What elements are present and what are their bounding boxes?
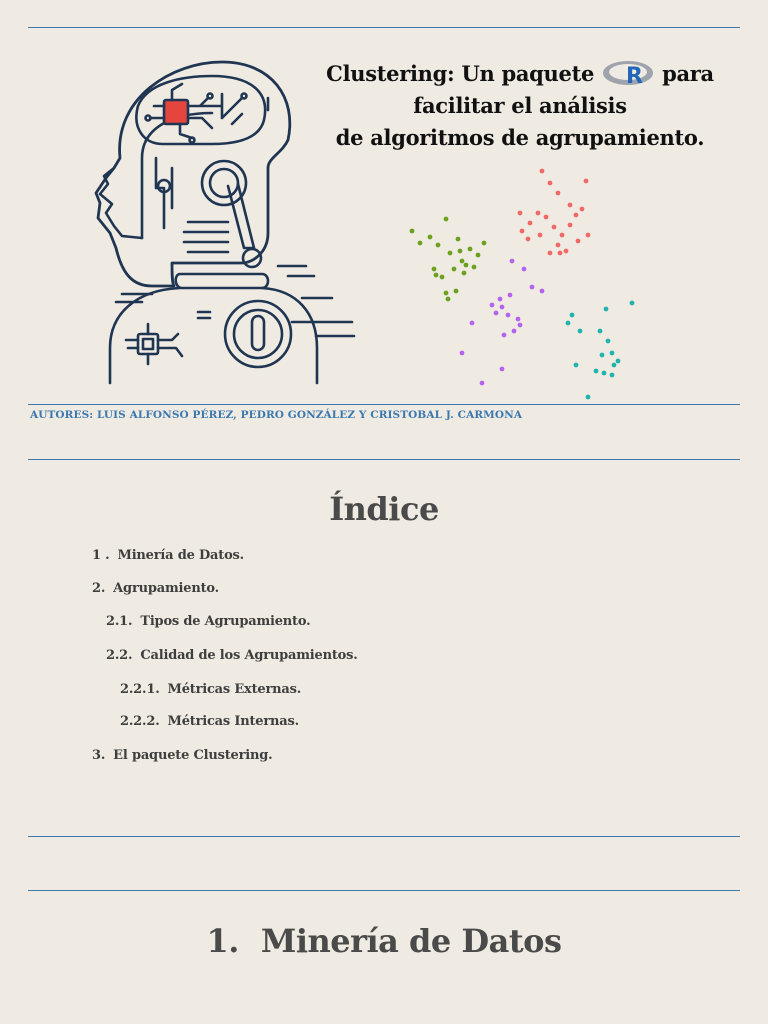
scatter-point (460, 351, 465, 356)
scatter-point (498, 297, 503, 302)
scatter-point (462, 271, 467, 276)
scatter-point (436, 243, 441, 248)
scatter-point (500, 305, 505, 310)
scatter-point (410, 229, 415, 234)
scatter-point (544, 215, 549, 220)
scatter-point (540, 289, 545, 294)
toc-item-label: Agrupamiento. (113, 581, 219, 596)
toc-item-number: 3. (92, 748, 106, 763)
scatter-point (512, 329, 517, 334)
scatter-point (520, 229, 525, 234)
scatter-point (574, 213, 579, 218)
scatter-point (552, 225, 557, 230)
index-bottom-divider (28, 836, 740, 837)
cluster-scatter-icon (400, 165, 640, 405)
scatter-point (500, 367, 505, 372)
scatter-point (456, 237, 461, 242)
scatter-point (508, 293, 513, 298)
scatter-point (432, 267, 437, 272)
title-line-2: facilitar el análisis (413, 93, 627, 118)
scatter-point (480, 381, 485, 386)
scatter-point (586, 233, 591, 238)
scatter-point (530, 285, 535, 290)
r-logo-letter: R (626, 64, 643, 89)
toc-item-number: 2. (92, 581, 106, 596)
toc-item[interactable] (106, 648, 358, 663)
index-heading: Índice (329, 490, 439, 528)
scatter-point (602, 371, 607, 376)
section-title: Minería de Datos (260, 922, 562, 960)
scatter-point (516, 317, 521, 322)
title-line-3: de algoritmos de agrupamiento. (335, 125, 705, 150)
scatter-point (468, 247, 473, 252)
scatter-point (580, 207, 585, 212)
scatter-point (610, 373, 615, 378)
scatter-point (482, 241, 487, 246)
scatter-point (536, 211, 541, 216)
section-divider (28, 890, 740, 891)
scatter-point (452, 267, 457, 272)
scatter-point (506, 313, 511, 318)
scatter-point (564, 249, 569, 254)
toc-item-label: Calidad de los Agrupamientos. (140, 648, 358, 663)
scatter-point (548, 251, 553, 256)
scatter-point (586, 395, 591, 400)
scatter-point (522, 267, 527, 272)
scatter-point (568, 203, 573, 208)
scatter-point (528, 221, 533, 226)
toc-item[interactable] (120, 714, 299, 729)
scatter-point (616, 359, 621, 364)
scatter-point (464, 263, 469, 268)
scatter-point (446, 297, 451, 302)
scatter-point (566, 321, 571, 326)
scatter-point (604, 307, 609, 312)
toc-item[interactable] (106, 614, 310, 629)
index-top-divider (28, 459, 740, 460)
scatter-point (568, 223, 573, 228)
scatter-point (434, 273, 439, 278)
section-heading (0, 922, 768, 960)
scatter-point (556, 191, 561, 196)
scatter-point (502, 333, 507, 338)
scatter-point (598, 329, 603, 334)
scatter-point (574, 363, 579, 368)
toc-item-number: 2.2. (106, 648, 133, 663)
document-title (300, 58, 740, 154)
scatter-point (476, 253, 481, 258)
toc-item-number: 1 . (92, 548, 110, 563)
scatter-point (494, 311, 499, 316)
scatter-point (570, 313, 575, 318)
scatter-point (600, 353, 605, 358)
toc-item[interactable] (92, 548, 244, 563)
title-text-part2: para (662, 61, 714, 86)
toc-item-label: Minería de Datos. (117, 548, 244, 563)
scatter-point (606, 339, 611, 344)
scatter-point (440, 275, 445, 280)
scatter-point (630, 301, 635, 306)
toc-item[interactable] (120, 682, 301, 697)
scatter-point (518, 211, 523, 216)
scatter-point (454, 289, 459, 294)
scatter-point (460, 259, 465, 264)
section-number: 1. (206, 922, 239, 960)
scatter-point (548, 181, 553, 186)
scatter-point (428, 235, 433, 240)
toc-item-label: El paquete Clustering. (113, 748, 273, 763)
scatter-point (612, 363, 617, 368)
scatter-point (418, 241, 423, 246)
scatter-point (510, 259, 515, 264)
scatter-point (538, 233, 543, 238)
toc-item-number: 2.1. (106, 614, 133, 629)
scatter-point (576, 239, 581, 244)
scatter-point (444, 291, 449, 296)
scatter-point (490, 303, 495, 308)
scatter-point (444, 217, 449, 222)
toc-item-label: Métricas Internas. (167, 714, 299, 729)
top-divider (28, 27, 740, 28)
toc-item[interactable] (92, 748, 272, 763)
scatter-point (594, 369, 599, 374)
toc-item-number: 2.2.1. (120, 682, 160, 697)
toc-item-label: Métricas Externas. (167, 682, 302, 697)
authors-line: AUTORES: LUIS ALFONSO PÉREZ, PEDRO GONZÁLEZ Y CRISTOBAL J. CARMONA (30, 409, 523, 421)
toc-item-number: 2.2.2. (120, 714, 160, 729)
scatter-point (584, 179, 589, 184)
scatter-point (558, 251, 563, 256)
toc-item[interactable] (92, 581, 219, 596)
r-logo-icon (602, 59, 654, 87)
title-text-part1: Clustering: Un paquete (326, 61, 595, 86)
scatter-point (610, 351, 615, 356)
scatter-point (560, 233, 565, 238)
scatter-point (448, 251, 453, 256)
toc-item-label: Tipos de Agrupamiento. (140, 614, 311, 629)
scatter-point (556, 243, 561, 248)
scatter-point (526, 237, 531, 242)
scatter-point (578, 329, 583, 334)
scatter-point (518, 323, 523, 328)
scatter-point (472, 265, 477, 270)
scatter-point (458, 249, 463, 254)
scatter-point (540, 169, 545, 174)
scatter-point (470, 321, 475, 326)
